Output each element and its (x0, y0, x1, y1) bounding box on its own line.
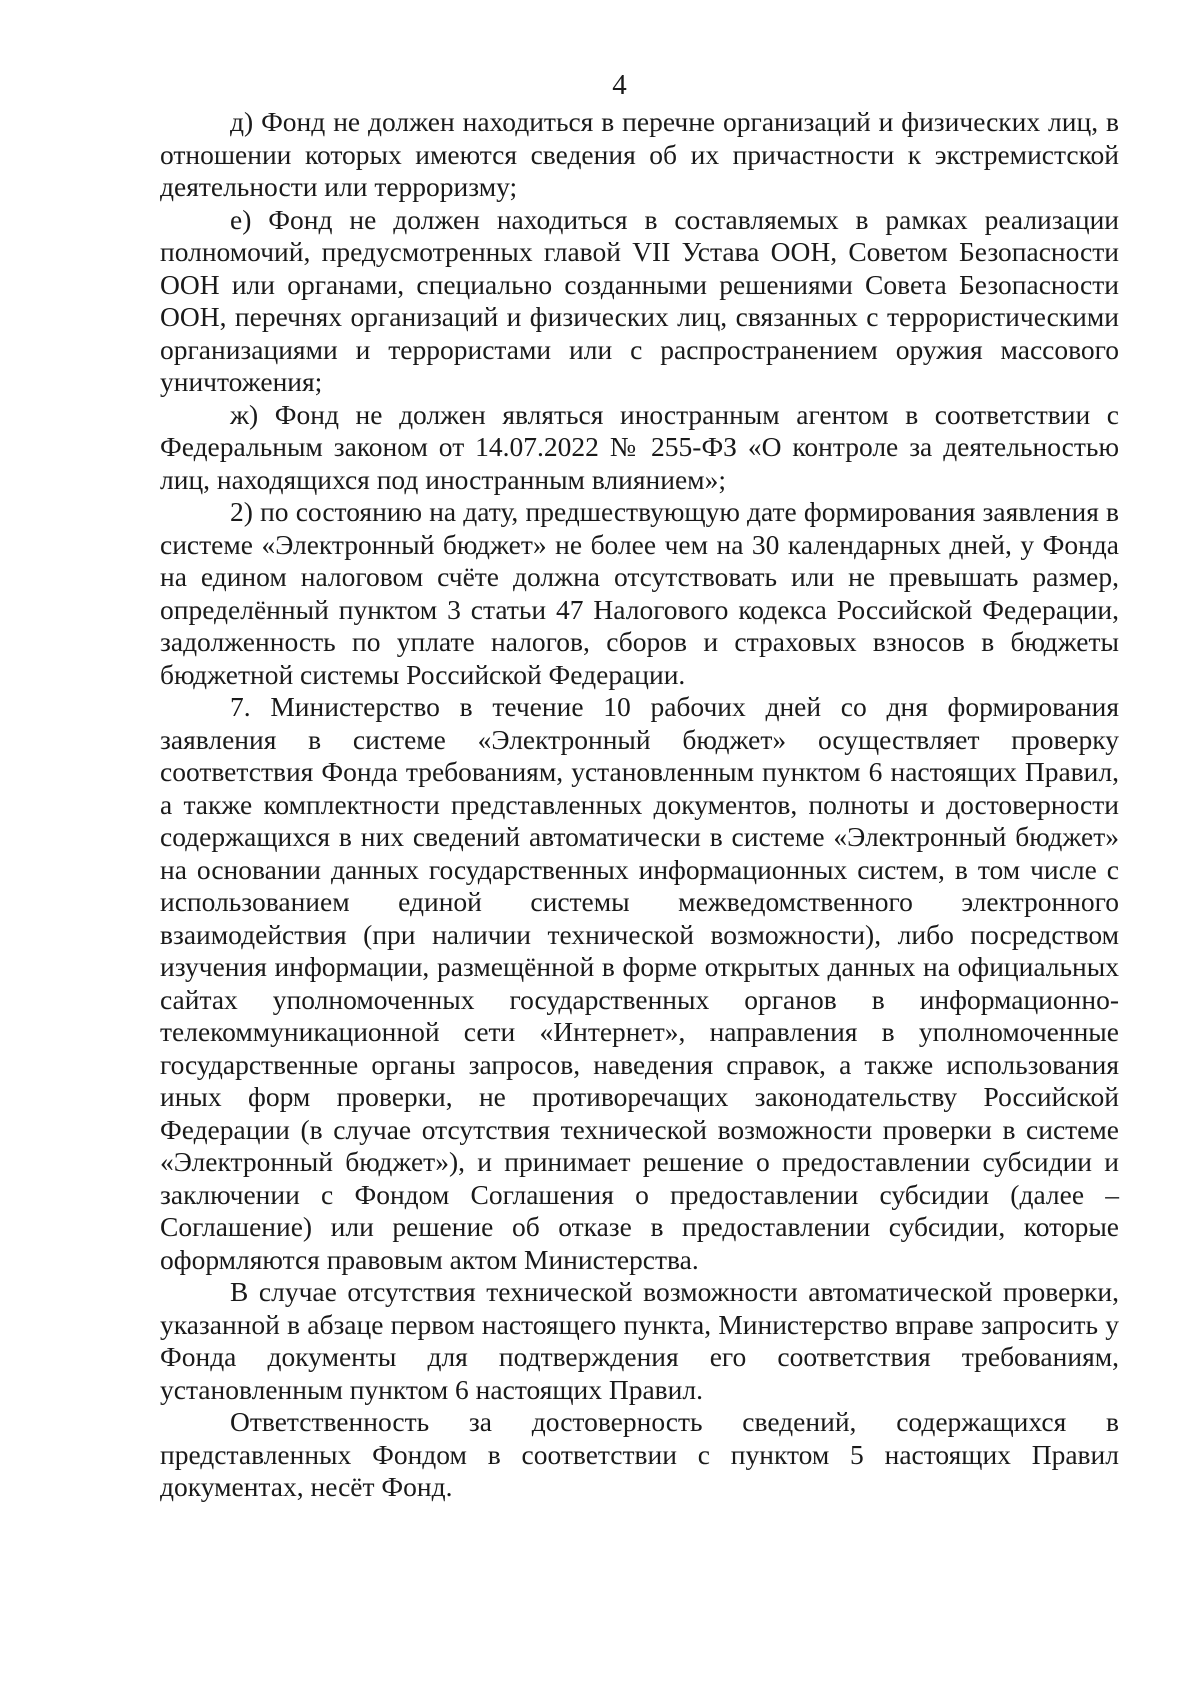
paragraph-no-technical-possibility: В случае отсутствия технической возможности автоматической проверки, указанной в абзаце первом настоящего пункта, Министерство вправе запросить у Фонда документы для подтверждения его соответствия требованиям, установленным пунктом 6 настоящих Правил. (160, 1276, 1119, 1405)
paragraph-2-tax-debt: 2) по состоянию на дату, предшествующую дате формирования заявления в системе «Электронный бюджет» не более чем на 30 календарных дней, у Фонда на едином налоговом счёте должна отсутствовать или не превышать размер, определённый пунктом 3 статьи 47 Налогового кодекса Российской Федерации, задолженность по уплате налогов, сборов и страховых взносов в бюджеты бюджетной системы Российской Федерации. (160, 496, 1119, 690)
paragraph-7-ministry-check: 7. Министерство в течение 10 рабочих дней со дня формирования заявления в системе «Электронный бюджет» осуществляет проверку соответствия Фонда требованиям, установленным пунктом 6 настоящих Правил, а также комплектности представленных документов, полноты и достоверности содержащихся в них сведений автоматически в системе «Электронный бюджет» на основании данных государственных информационных систем, в том числе с использованием единой системы межведомственного электронного взаимодействия (при наличии технической возможности), либо посредством изучения информации, размещённой в форме открытых данных на официальных сайтах уполномоченных государственных органов в информационно-телекоммуникационной сети «Интернет», направления в уполномоченные государственные органы запросов, наведения справок, а также использования иных форм проверки, не противоречащих законодательству Российской Федерации (в случае отсутствия технической возможности проверки в системе «Электронный бюджет»), и принимает решение о предоставлении субсидии и заключении с Фондом Соглашения о предоставлении субсидии (далее – Соглашение) или решение об отказе в предоставлении субсидии, которые оформляются правовым актом Министерства. (160, 691, 1119, 1275)
paragraph-zh-foreign-agent: ж) Фонд не должен являться иностранным агентом в соответствии с Федеральным законом от 14.07.2022 № 255-ФЗ «О контроле за деятельностью лиц, находящихся под иностранным влиянием»; (160, 398, 1119, 495)
document-body (160, 106, 1119, 1504)
paragraph-responsibility: Ответственность за достоверность сведений, содержащихся в представленных Фондом в соответствии с пунктом 5 настоящих Правил документах, несёт Фонд. (160, 1406, 1119, 1502)
page-number: 4 (612, 69, 627, 101)
paragraph-d-extremism: д) Фонд не должен находиться в перечне организаций и физических лиц, в отношении которых имеются сведения об их причастности к экстремистской деятельности или терроризму; (160, 106, 1119, 202)
paragraph-e-un-lists: е) Фонд не должен находиться в составляемых в рамках реализации полномочий, предусмотренных главой VII Устава ООН, Советом Безопасности ООН или органами, специально созданными решениями Совета Безопасности ООН, перечнях организаций и физических лиц, связанных с террористическими организациями и террористами или с распространением оружия массового уничтожения; (160, 203, 1119, 397)
